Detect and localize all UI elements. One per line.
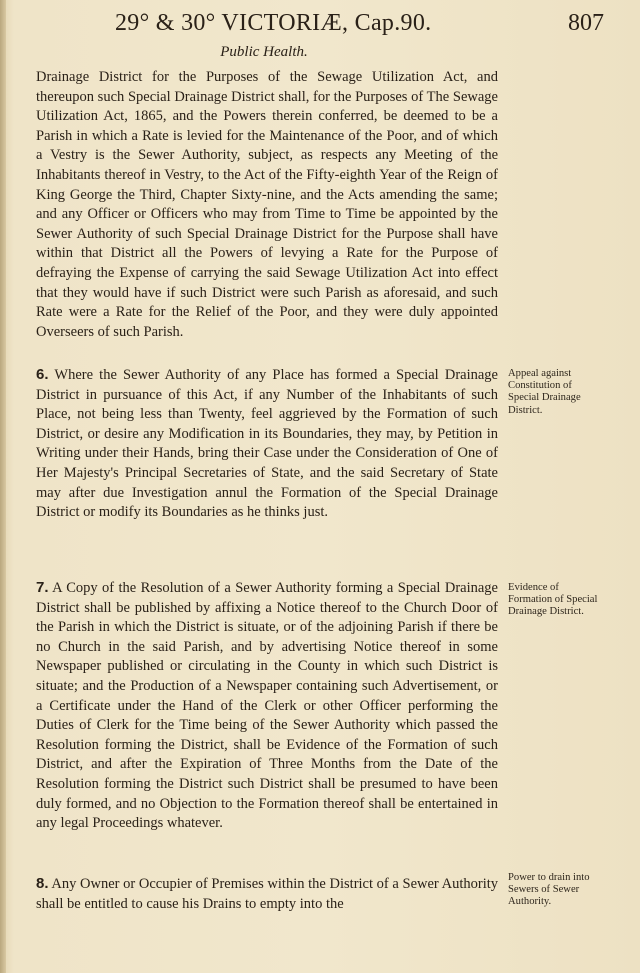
margin-note-6: Appeal against Constitution of Special Drainage District. bbox=[508, 368, 581, 416]
section-text: Where the Sewer Authority of any Place has formed a Special Drainage District in pursuance of this Act, if any Number of the Inhabitants of such Place, not being less than Twenty, feel aggrieved by the Formation of such District, or desire any Modification in its Boundaries, they may, by Petition in Writing under their Hands, bring their Case under the Consideration of One of Her Majesty's Principal Secretaries of State, and the said Secretary of State may after due Investigation annul the Formation of the Special Drainage District or modify its Boundaries as he thinks just. bbox=[36, 367, 498, 521]
margin-note-7: Evidence of Formation of Special Drainage District. bbox=[508, 582, 598, 618]
section-text: A Copy of the Resolution of a Sewer Authority forming a Special Drainage District shall be published by affixing a Notice thereof to the Church Door of the Parish in which the District is situate, or of the adjoining Parish if there be no Church in the said Parish, and by advertising Notice thereof in some Newspaper published or circulating in the County in which such District is situate; and the Production of a Newspaper containing such Advertisement, or a Certificate under the Hand of the Clerk or other Officer performing the Duties of Clerk for the Time being of the Sewer Authority which passed the Resolution forming the District, shall be Evidence of the Formation of such District, and after the Expiration of Three Months from the Date of the Resolution forming the District such District shall be presumed to have been duly formed, and no Objection to the Formation thereof shall be entertained in any legal Proceedings whatever. bbox=[36, 580, 498, 832]
section-number: 7. bbox=[36, 579, 49, 596]
section-8 bbox=[36, 874, 498, 914]
running-head: Public Health. bbox=[220, 44, 308, 60]
page-edge bbox=[0, 0, 6, 973]
header-title: 29° & 30° VICTORIÆ, Cap.90. bbox=[115, 10, 432, 36]
section-number: 8. bbox=[36, 875, 49, 892]
margin-note-8: Power to drain into Sewers of Sewer Authority. bbox=[508, 872, 590, 908]
section-7 bbox=[36, 578, 498, 834]
continuation-paragraph: Drainage District for the Purposes of the Sewage Utilization Act, and thereupon such Special Drainage District shall, for the Purposes of The Sewage Utilization Act, 1865, and the Powers therein conferred, be deemed to be a Parish in which a Rate is levied for the Maintenance of the Poor, and of which a Vestry is the Sewer Authority, subject, as respects any Meeting of the Inhabitants thereof in Vestry, to the Act of the Fifty-eighth Year of the Reign of King George the Third, Chapter Sixty-nine, and the Acts amending the same; and any Officer or Officers who may from Time to Time be appointed by the Sewer Authority of such Special Drainage District for the Purpose shall have within that District all the Powers of levying a Rate for the Purpose of defraying the Expense of carrying the said Sewage Utilization Act into effect that they would have if such District were such Parish as aforesaid, and such Rate were a Rate for the Relief of the Poor, and they were duly appointed Overseers of such Parish. bbox=[36, 69, 498, 340]
section-6 bbox=[36, 365, 498, 523]
page-number: 807 bbox=[568, 10, 604, 36]
section-text: Any Owner or Occupier of Premises within the District of a Sewer Authority shall be entitled to cause his Drains to empty into the bbox=[36, 876, 499, 912]
section-number: 6. bbox=[36, 366, 49, 383]
page-header bbox=[0, 10, 640, 42]
